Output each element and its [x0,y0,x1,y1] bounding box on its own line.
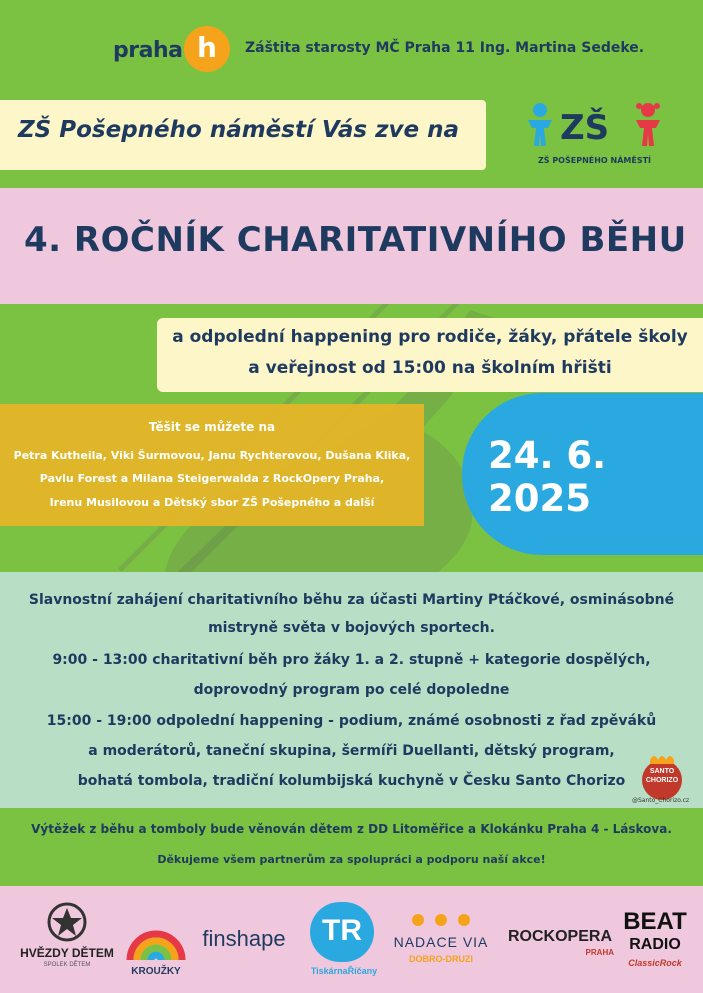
partner-hvezdy-detem [12,902,122,982]
program-line-3: 9:00 - 13:00 charitativní běh pro žáky 1. a 2. stupně + kategorie dospělých, [52,652,651,668]
event-date: 24. 6. 2025 [488,434,607,520]
beat-sublabel: ClassicRock [628,958,682,968]
school-logo-text: ZŠ [560,108,610,148]
santo-logo-bottom: CHORIZO [645,777,679,784]
praha-logo-icon: h [184,26,230,72]
partners-strip [0,886,703,993]
beat-label: BEAT [623,908,687,935]
program-line-1: Slavnostní zahájení charitativního běhu za účasti Martiny Ptáčkové, osminásobné [28,592,675,608]
praha-logo-text: praha [113,38,183,63]
nadace-label: NADACE VIA [393,934,489,950]
guests-line-2: Pavlu Forest a Milana Steigerwalda z RockOpery Praha, [39,472,385,485]
hvezdy-label: HVĚZDY DĚTEM [20,946,114,960]
partner-nadace-via [388,912,494,978]
thanks-note: Děkujeme všem partnerům za spolupráci a podporu naší akce! [157,853,546,866]
school-logo [522,100,667,175]
star-icon [47,902,87,942]
guests-heading: Těšit se můžete na [148,420,276,434]
hvezdy-sublabel: SPOLEK DĚTEM [43,962,91,968]
donation-note: Výtěžek z běhu a tomboly bude věnován dětem z DD Litoměřice a Klokánku Praha 4 - Láskova. [31,822,672,836]
guests-line-1: Petra Kutheila, Viki Šurmovou, Janu Rychterovou, Dušana Klika, [13,449,411,462]
krouzky-label: KROUŽKY [131,966,181,977]
partner-krouzky [124,902,188,982]
santo-logo-top: SANTO [649,768,675,775]
invite-text: ZŠ Pošepného náměstí Vás zve na [18,117,459,143]
happening-line-2: a veřejnost od 15:00 na školním hřišti [248,358,612,378]
santo-chorizo-logo [636,750,688,802]
event-title: 4. ROČNÍK CHARITATIVNÍHO BĚHU [24,220,687,260]
happening-line-1: a odpolední happening pro rodiče, žáky, přátele školy [172,327,688,347]
rainbow-icon [126,904,186,962]
partner-finshape: finshape [202,926,286,951]
santo-caption: @Santo_Chorizo.cz [632,797,690,804]
tr-label: TR [322,914,362,947]
program-line-5: 15:00 - 19:00 odpolední happening - podium, známé osobnosti z řad zpěváků [46,713,657,729]
dots-icon [408,912,474,928]
program-line-2: mistryně světa v bojových sportech. [208,620,495,636]
school-logo-caption: ZŠ POŠEPNÉHO NÁMĚSTÍ [537,156,652,165]
patronage-text: Záštita starosty MČ Praha 11 Ing. Martina Sedeke. [245,40,645,56]
rockopera-label: ROCKOPERA [507,928,612,945]
beat-radio-label: RADIO [629,936,681,953]
partner-rockopera [506,928,614,964]
tr-sublabel: TiskárnaŘíčany [310,966,378,976]
guests-line-3: Irenu Musilovou a Dětský sbor ZŠ Pošepného a další [49,496,375,509]
santo-chorizo-icon [636,750,688,802]
program-line-6: a moderátorů, taneční skupina, šermíři Duellanti, dětský program, [88,743,615,759]
partner-beat-radio [622,908,688,980]
rockopera-sublabel: PRAHA [585,948,614,957]
partner-tiskarna-ricany [302,900,386,984]
program-line-7: bohatá tombola, tradiční kolumbijská kuchyně v Česku Santo Chorizo [77,773,626,789]
program-line-4: doprovodný program po celé dopoledne [193,682,510,698]
nadace-sublabel: DOBRO-DRUZI [409,954,473,964]
